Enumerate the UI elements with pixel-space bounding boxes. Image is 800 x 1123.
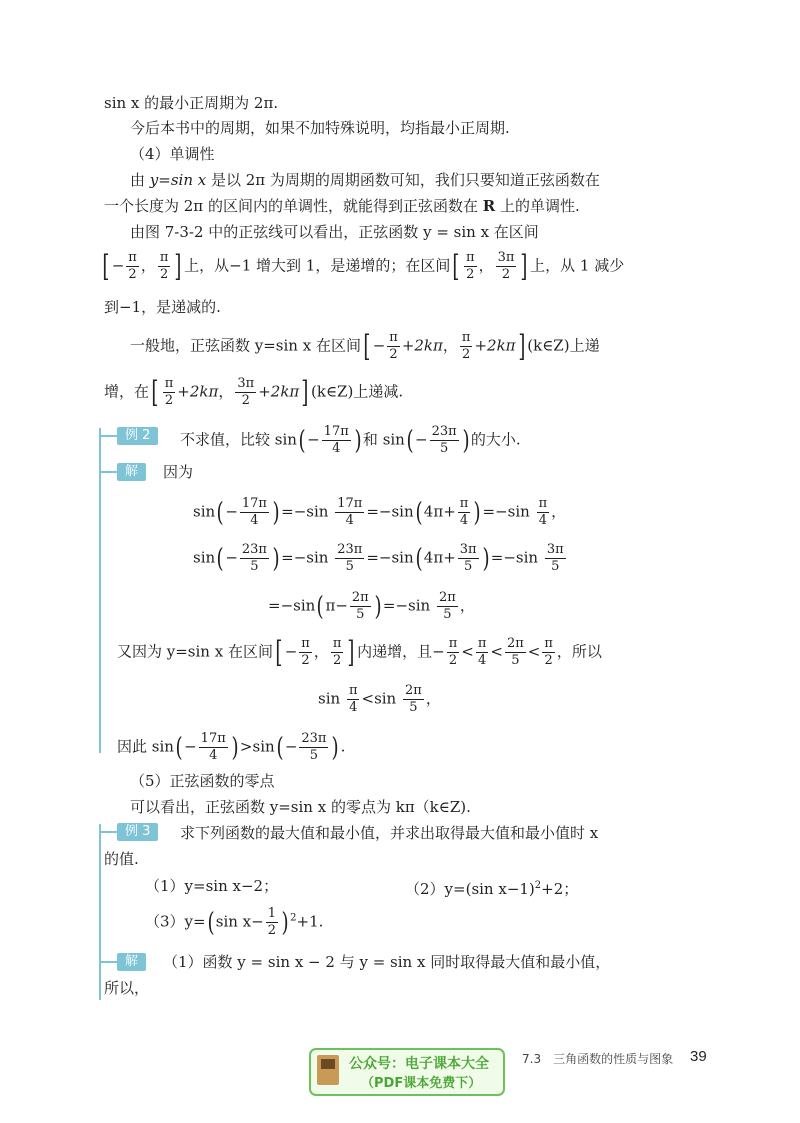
formula-line: 又因为 y=sin x 在区间[ − $\frac{\pi}{2}$ ， $\frac{\pi}{2}$ ] 内递增，且− $\frac{\pi}{2}$ < $\frac{\pi}{4}$ < $\frac{2\pi}{5}$ < $\frac{\pi}{2}$ ，所以 bbox=[117, 634, 602, 670]
watermark-badge bbox=[309, 1048, 505, 1096]
solution-bracket bbox=[99, 961, 117, 963]
subsection-heading: （4）单调性 bbox=[130, 145, 215, 163]
text-line: 由 y=sin x 是以 2π 为周期的周期函数可知，我们只要知道正弦函数在 bbox=[130, 171, 600, 189]
example-tag: 例 2 bbox=[117, 427, 158, 445]
solution-bracket bbox=[99, 471, 117, 473]
watermark-line2: （PDF课本免费下） bbox=[361, 1076, 482, 1091]
text-line: sin x 的最小正周期为 2π. bbox=[104, 94, 279, 112]
solution-text: （1）函数 y = sin x − 2 与 y = sin x 同时取得最大值和最小值， bbox=[163, 953, 611, 971]
example-question: 的值. bbox=[104, 850, 139, 868]
text-line: 到−1，是递减的. bbox=[104, 298, 221, 316]
subsection-heading: （5）正弦函数的零点 bbox=[130, 772, 275, 790]
formula-line: sin( − $\frac{23\pi}{5}$ ) =−sin $\frac{23\pi}{5}$ =−sin( 4π+ $\frac{3\pi}{5}$ ) =−sin $\frac{3\pi}{5}$ bbox=[193, 542, 564, 574]
example-bracket bbox=[99, 435, 117, 437]
exercise-item: （1）y=sin x−2； bbox=[145, 877, 279, 895]
example-question: 求下列函数的最大值和最小值，并求出取得最大值和最小值时 x bbox=[180, 824, 599, 842]
running-footer: 7.3 三角函数的性质与图象 bbox=[522, 1052, 674, 1066]
example-tag: 例 3 bbox=[117, 823, 158, 841]
formula-line: sin( − $\frac{17\pi}{4}$ ) =−sin $\frac{17\pi}{4}$ =−sin( 4π+ $\frac{\pi}{4}$ ) =−sin $\frac{\pi}{4}$ ， bbox=[193, 496, 567, 528]
formula-line: =−sin( π− $\frac{2\pi}{5}$ ) =−sin $\frac{2\pi}{5}$ ， bbox=[268, 590, 475, 622]
text-line: 今后本书中的周期，如果不加特殊说明，均指最小正周期. bbox=[130, 119, 510, 137]
example-bracket bbox=[99, 824, 101, 1000]
text-line: 可以看出，正弦函数 y=sin x 的零点为 kπ（k∈Z). bbox=[130, 798, 471, 816]
solution-text: 因为 bbox=[163, 463, 194, 481]
formula-line: 因此 sin( − $\frac{17\pi}{4}$ ) >sin( − $\frac{23\pi}{5}$ ) . bbox=[117, 731, 346, 763]
text-line: 一个长度为 2π 的区间内的单调性，就能得到正弦函数在 R 上的单调性. bbox=[104, 197, 580, 215]
watermark-line1: 公众号：电子课本大全 bbox=[349, 1056, 489, 1072]
text-line: 由图 7-3-2 中的正弦线可以看出，正弦函数 y = sin x 在区间 bbox=[130, 223, 539, 241]
formula-line: sin $\frac{\pi}{4}$ <sin $\frac{2\pi}{5}$ ， bbox=[318, 683, 441, 715]
formula-line: [ − $\frac{\pi}{2}$ ， $\frac{\pi}{2}$ ] 上，从−1 增大到 1，是递增的；在区间[ $\frac{\pi}{2}$ ， $\frac{3\pi}{2}$ ] 上，从 1 减少 bbox=[102, 248, 625, 284]
solution-tag: 解 bbox=[117, 463, 146, 481]
solution-text: 所以， bbox=[104, 979, 150, 997]
formula-line: 增，在[ $\frac{\pi}{2}$ +2kπ， $\frac{3\pi}{2}$ +2kπ] (k∈Z)上递减. bbox=[104, 374, 404, 410]
formula-line: 一般地，正弦函数 y=sin x 在区间[ − $\frac{\pi}{2}$ +2kπ， $\frac{\pi}{2}$ +2kπ] (k∈Z)上递 bbox=[130, 328, 600, 364]
exercise-item: （2）y=(sin x−1)$^2$+2； bbox=[405, 880, 579, 898]
solution-tag: 解 bbox=[117, 953, 146, 971]
example-bracket bbox=[99, 831, 117, 833]
page-number: 39 bbox=[690, 1048, 707, 1065]
example-bracket bbox=[99, 428, 101, 753]
book-icon bbox=[317, 1055, 339, 1085]
example-question: 不求值，比较 sin( − $\frac{17\pi}{4}$ ) 和 sin( − $\frac{23\pi}{5}$ ) 的大小. bbox=[180, 424, 521, 456]
exercise-item: （3）y=( sin x− $\frac{1}{2}$ ) $^2$+1. bbox=[145, 906, 324, 938]
